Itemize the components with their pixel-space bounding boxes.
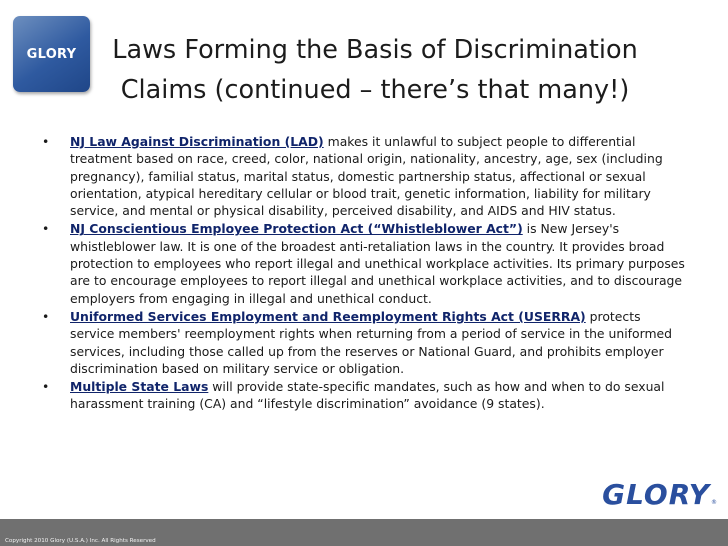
slide-title-line-1: Laws Forming the Basis of Discrimination: [112, 35, 638, 65]
bullet-icon: •: [42, 221, 50, 237]
bullet-list: [38, 133, 688, 414]
copyright-text: Copyright 2010 Glory (U.S.A.) Inc. All Rights Reserved: [5, 538, 156, 544]
slide-title: [95, 30, 655, 110]
footer-bar: [0, 519, 728, 546]
bullet-item-state-laws: [38, 378, 688, 413]
glory-logo-badge: [13, 16, 90, 92]
bullet-text-lad: makes it unlawful to subject people to differential treatment based on race, creed, color, national origin, nationality, ancestry, age, sex (including pregnancy), familial status, marital status, domestic partnership status, affectional or sexual orientation, atypical hereditary cellular or blood trait, genetic information, liability for military service, and mental or physical disability, perceived disability, and AIDS and HIV status.: [70, 134, 663, 219]
bullet-icon: •: [42, 379, 50, 395]
glory-footer-logo: [602, 478, 717, 511]
bullet-term-state-laws: Multiple State Laws: [70, 379, 209, 395]
bullet-text-state-laws: will provide state-specific mandates, such as how and when to do sexual harassment training (CA) and “lifestyle discrimination” avoidance (9 states).: [70, 379, 665, 412]
bullet-icon: •: [42, 308, 50, 324]
bullet-term-userra: Uniformed Services Employment and Reemployment Rights Act (USERRA): [70, 308, 586, 324]
glory-logo-text: GLORY: [26, 47, 77, 62]
bullet-text-whistleblower: is New Jersey's whistleblower law. It is one of the broadest anti-retaliation laws in the country. It provides broad protection to employees who report illegal and unethical workplace activities. Its primary purposes are to encourage employees to report illegal and unethical workplace activities, and to discourage employers from engaging in illegal and unethical conduct.: [70, 221, 685, 306]
bullet-icon: •: [42, 134, 50, 149]
bullet-text-userra: protects service members' reemployment rights when returning from a period of service in the uniformed services, including those called up from the reserves or National Guard, and prohibits employer discrimination based on military service or obligation.: [70, 308, 673, 376]
bullet-term-lad: NJ Law Against Discrimination (LAD): [70, 134, 324, 149]
bullet-item-lad: [38, 133, 688, 219]
bullet-item-userra: [38, 308, 688, 377]
slide-title-line-2: Claims (continued – there’s that many!): [120, 75, 630, 105]
bullet-item-whistleblower: [38, 220, 688, 306]
glory-footer-logo-text: GLORY: [602, 478, 710, 511]
registered-mark: ®: [711, 499, 717, 506]
bullet-term-whistleblower: NJ Conscientious Employee Protection Act (“Whistleblower Act”): [70, 221, 523, 237]
